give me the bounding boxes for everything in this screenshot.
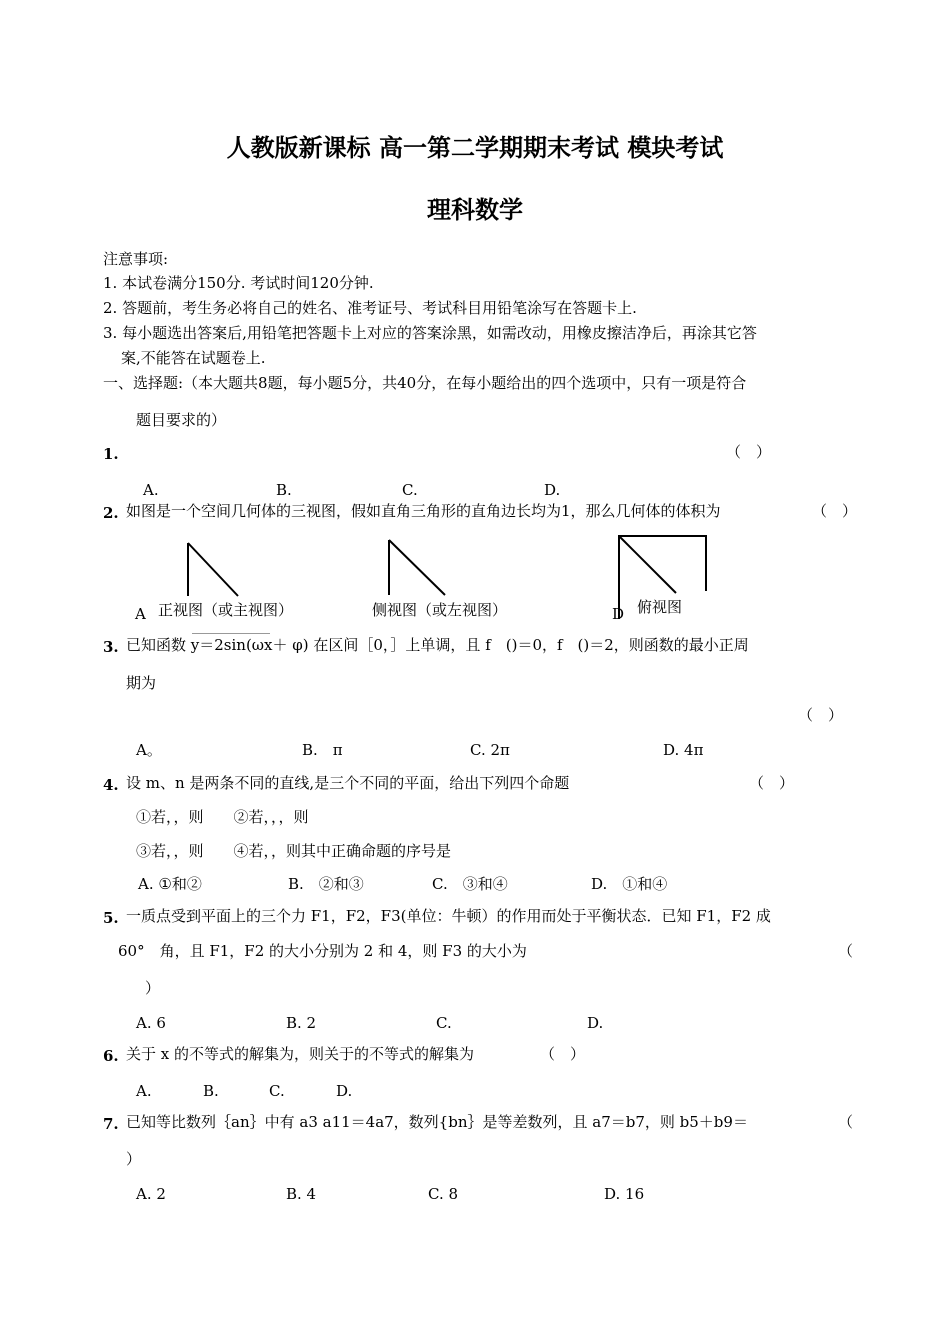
option-a: A. <box>136 1082 152 1100</box>
notice-item: 1. 本试卷满分150分. 考试时间120分钟. <box>103 274 374 292</box>
notice-item: 3. 每小题选出答案后,用铅笔把答题卡上对应的答案涂黑，如需改动，用橡皮擦洁净后，再涂其它答 <box>103 324 757 342</box>
option-d: D. <box>336 1082 353 1100</box>
question-text-cont: 期为 <box>126 674 157 692</box>
answer-paren-open: （ <box>838 942 854 960</box>
option-c: C. 2π <box>470 741 510 759</box>
option-b: B. 2 <box>286 1014 317 1032</box>
option-c: C. ③和④ <box>432 875 508 893</box>
notice-item: 案,不能答在试题卷上. <box>121 349 266 367</box>
question-text: 设 m、n 是两条不同的直线,是三个不同的平面，给出下列四个命题 <box>126 774 570 792</box>
option-b: B. <box>276 481 292 499</box>
question-number: 5. <box>103 909 119 927</box>
question-number: 4. <box>103 776 119 794</box>
notice-heading: 注意事项: <box>103 250 169 268</box>
question-text: 已知等比数列｛an｝中有 a3 a11＝4a7，数列{bn｝是等差数列，且 a7＝b7，则 b5＋b9＝ <box>126 1113 748 1131</box>
answer-paren: （ ） <box>540 1045 586 1063</box>
notice-item: 2. 答题前，考生务必将自己的姓名、准考证号、考试科目用铅笔涂写在答题卡上. <box>103 299 637 317</box>
view-label-side: 侧视图（或左视图） <box>372 601 508 619</box>
answer-paren: （ ） <box>726 443 772 461</box>
question-text: 如图是一个空间几何体的三视图，假如直角三角形的直角边长均为1，那么几何体的体积为 <box>126 502 721 520</box>
section-heading: 一、选择题:（本大题共8题，每小题5分，共40分，在每小题给出的四个选项中，只有一项是符合 <box>103 374 747 392</box>
option-b: B. ②和③ <box>288 875 364 893</box>
page-subtitle: 理科数学 <box>427 196 523 224</box>
question-number: 1. <box>103 445 119 463</box>
answer-paren-open: （ <box>838 1113 854 1131</box>
view-label-top: 俯视图 <box>637 598 683 616</box>
question-text: 已知函数 y＝2sin(ωx＋ φ) 在区间［0，］上单调，且 f ()＝0，f ()＝2，则函数的最小正周 <box>126 636 749 654</box>
option-label-a: A <box>135 605 146 623</box>
option-a: A。 <box>136 741 162 759</box>
option-c: C. <box>269 1082 285 1100</box>
option-c: C. <box>436 1014 452 1032</box>
answer-paren: （ ） <box>812 502 858 520</box>
answer-paren-close: ） <box>126 1150 142 1168</box>
option-a: A. 2 <box>136 1185 166 1203</box>
proposition-line: ①若，，则 ②若，，，则 <box>136 808 309 826</box>
option-d: D. 16 <box>604 1185 645 1203</box>
question-number: 7. <box>103 1115 119 1133</box>
answer-paren: （ ） <box>798 706 844 724</box>
option-label-d: D <box>612 605 625 623</box>
option-c: C. 8 <box>428 1185 459 1203</box>
option-a: A. ①和② <box>138 875 202 893</box>
option-d: D. ①和④ <box>591 875 668 893</box>
question-text: 关于 x 的不等式的解集为，则关于的不等式的解集为 <box>126 1045 474 1063</box>
question-text: 一质点受到平面上的三个力 F1，F2，F3(单位：牛顿）的作用而处于平衡状态．已知 F1，F2 成 <box>126 907 771 925</box>
option-d: D. <box>587 1014 604 1032</box>
question-number: 3. <box>103 638 119 656</box>
page-title: 人教版新课标 高一第二学期期末考试 模块考试 <box>226 134 724 162</box>
overline-decoration <box>192 633 270 634</box>
question-number: 6. <box>103 1047 119 1065</box>
option-b: B. <box>203 1082 219 1100</box>
option-d: D. 4π <box>663 741 704 759</box>
section-heading-cont: 题目要求的） <box>136 411 227 429</box>
proposition-line: ③若，，则 ④若，，则其中正确命题的序号是 <box>136 842 452 860</box>
answer-paren-close: ） <box>145 979 161 997</box>
side-view-figure <box>383 535 451 601</box>
option-a: A. 6 <box>136 1014 166 1032</box>
view-label-front: 正视图（或主视图） <box>158 601 294 619</box>
option-a: A. <box>143 481 159 499</box>
question-number: 2. <box>103 504 119 522</box>
option-c: C. <box>402 481 418 499</box>
option-b: B. 4 <box>286 1185 317 1203</box>
front-view-figure <box>180 538 244 602</box>
option-b: B. π <box>302 741 343 759</box>
question-text-cont: 60° 角，且 F1，F2 的大小分别为 2 和 4，则 F3 的大小为 <box>118 942 527 960</box>
option-d: D. <box>544 481 561 499</box>
answer-paren: （ ） <box>749 774 795 792</box>
